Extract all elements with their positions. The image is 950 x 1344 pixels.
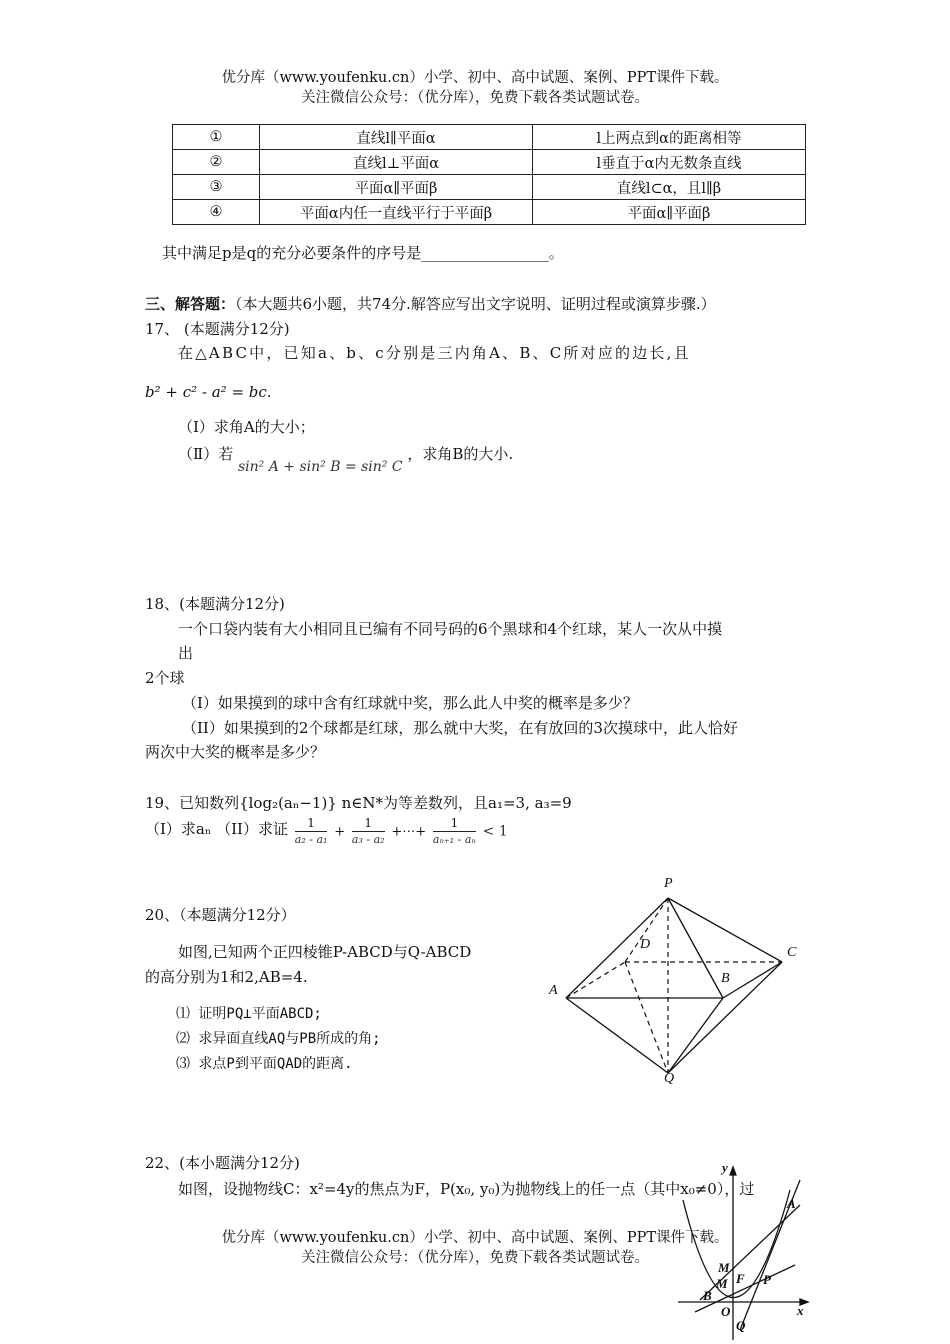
q17-formula: sin² A + sin² B = sin² C: [237, 459, 403, 475]
q20-part1: ⑴ 证明PQ⊥平面ABCD;: [176, 1006, 322, 1022]
q18-line1: 一个口袋内装有大小相同且已编有不同号码的6个黑球和4个红球，某人一次从中摸: [178, 620, 723, 638]
edge-ad-hidden: [566, 962, 625, 998]
label-c: C: [787, 945, 797, 960]
table-row: [173, 150, 806, 175]
condition-p: 平面α内任一直线平行于平面β: [260, 200, 533, 225]
condition-table: [172, 124, 806, 225]
condition-p: 直线l⊥平面α: [260, 150, 533, 175]
q19-fraction-2: $\frac{1}{\text{a₃ - a₂}}$: [351, 816, 385, 846]
label-y: y: [722, 1160, 728, 1175]
q20-line2: 的高分别为1和2,AB=4.: [145, 968, 308, 986]
label-q: Q: [664, 1071, 675, 1085]
q18-part2a: （II）如果摸到的2个球都是红球，那么就中大奖，在有放回的3次摸球中，此人恰好: [182, 719, 738, 737]
q17-part2-a: （Ⅱ）若: [178, 445, 234, 463]
q20-line1: 如图,已知两个正四棱锥P-ABCD与Q-ABCD: [178, 943, 472, 961]
q19-line1: 19、已知数列{log₂(aₙ−1)} n∈N*为等差数列，且a₁=3, a₃=9: [145, 794, 572, 812]
label-b: B: [703, 1288, 712, 1303]
table-row: [173, 125, 806, 150]
q19-fraction-1: $\frac{1}{\text{a₂ - a₁}}$: [294, 816, 328, 846]
row-number: ①: [173, 125, 260, 150]
y-axis-arrow: [730, 1167, 736, 1175]
table-row: [173, 175, 806, 200]
condition-q: l上两点到α的距离相等: [533, 125, 806, 150]
edge-qd-hidden: [625, 962, 668, 1073]
q22-head: 22、(本小题满分12分): [145, 1154, 300, 1172]
condition-q: l垂直于α内无数条直线: [533, 150, 806, 175]
q17-part2-b: ，求角B的大小.: [407, 445, 514, 463]
q19-fraction-3: $\frac{1}{\text{aₙ₊₁ - aₙ}}$: [432, 816, 476, 846]
label-d: D: [640, 937, 651, 952]
label-p: P: [664, 876, 673, 891]
footer-line-1: 优分库（www.youfenku.cn）小学、初中、高中试题、案例、PPT课件下载。: [221, 1230, 729, 1246]
q18-line1b: 出: [178, 644, 194, 662]
header-line-1: 优分库（www.youfenku.cn）小学、初中、高中试题、案例、PPT课件下载。: [221, 70, 729, 86]
q17-head: 17、 (本题满分12分): [145, 320, 290, 338]
q18-part2b: 两次中大奖的概率是多少？: [145, 743, 326, 761]
label-q: Q: [736, 1318, 746, 1333]
label-b: B: [721, 971, 730, 986]
condition-p: 平面α∥平面β: [260, 175, 533, 200]
parabola-figure: [670, 1160, 820, 1344]
q18-part1: （I）如果摸到的球中含有红球就中奖，那么此人中奖的概率是多少？: [182, 694, 638, 712]
table-row: [173, 200, 806, 225]
q17-line1: 在△ABC中，已知a、b、c分别是三内角A、B、C所对应的边长,且: [178, 344, 691, 362]
footer-line-2: 关注微信公众号：（优分库），免费下载各类试题试卷。: [301, 1250, 649, 1266]
label-f: F: [736, 1271, 745, 1286]
row-number: ②: [173, 150, 260, 175]
q20-part2: ⑵ 求异面直线AQ与PB所成的角;: [176, 1031, 381, 1047]
label-x: x: [797, 1303, 804, 1318]
section-title: 三、解答题：: [145, 295, 236, 313]
q18-line2: 2个球: [145, 669, 185, 687]
edge-qa: [566, 998, 668, 1073]
row-number: ③: [173, 175, 260, 200]
q20-head: 20、（本题满分12分）: [145, 906, 296, 924]
q19-part-a: （I）求aₙ （II）求证: [145, 819, 288, 838]
condition-q: 平面α∥平面β: [533, 200, 806, 225]
edge-pa: [566, 898, 668, 998]
label-a: A: [787, 1196, 796, 1211]
table-question: 其中满足p是q的充分必要条件的序号是_________________。: [162, 244, 564, 262]
q17-part1: （Ⅰ）求角A的大小；: [178, 418, 315, 436]
label-m: M: [718, 1260, 730, 1275]
pyramid-figure: [540, 870, 820, 1085]
edge-qb: [668, 998, 723, 1073]
edge-bc: [723, 962, 782, 998]
section-desc: （本大题共6小题，共74分.解答应写出文字说明、证明过程或演算步骤.）: [235, 295, 716, 313]
label-a: A: [549, 983, 558, 998]
edge-pd-hidden: [625, 898, 668, 962]
label-p: P: [763, 1272, 771, 1287]
header-line-2: 关注微信公众号：（优分库），免费下载各类试题试卷。: [301, 90, 649, 106]
q17-line2: b² + c² - a² = bc.: [145, 383, 272, 401]
q19-tail: < 1: [482, 823, 508, 840]
condition-p: 直线l∥平面α: [260, 125, 533, 150]
q18-head: 18、(本题满分12分): [145, 595, 285, 613]
condition-q: 直线l⊂α，且l∥β: [533, 175, 806, 200]
q22-line1: 如图，设抛物线C：x²=4y的焦点为F，P(x₀, y₀)为抛物线上的任一点（其中x₀≠0），过: [178, 1180, 755, 1198]
label-o: O: [721, 1304, 731, 1319]
q20-part3: ⑶ 求点P到平面QAD的距离.: [176, 1056, 353, 1072]
label-m2: M: [716, 1276, 728, 1291]
row-number: ④: [173, 200, 260, 225]
